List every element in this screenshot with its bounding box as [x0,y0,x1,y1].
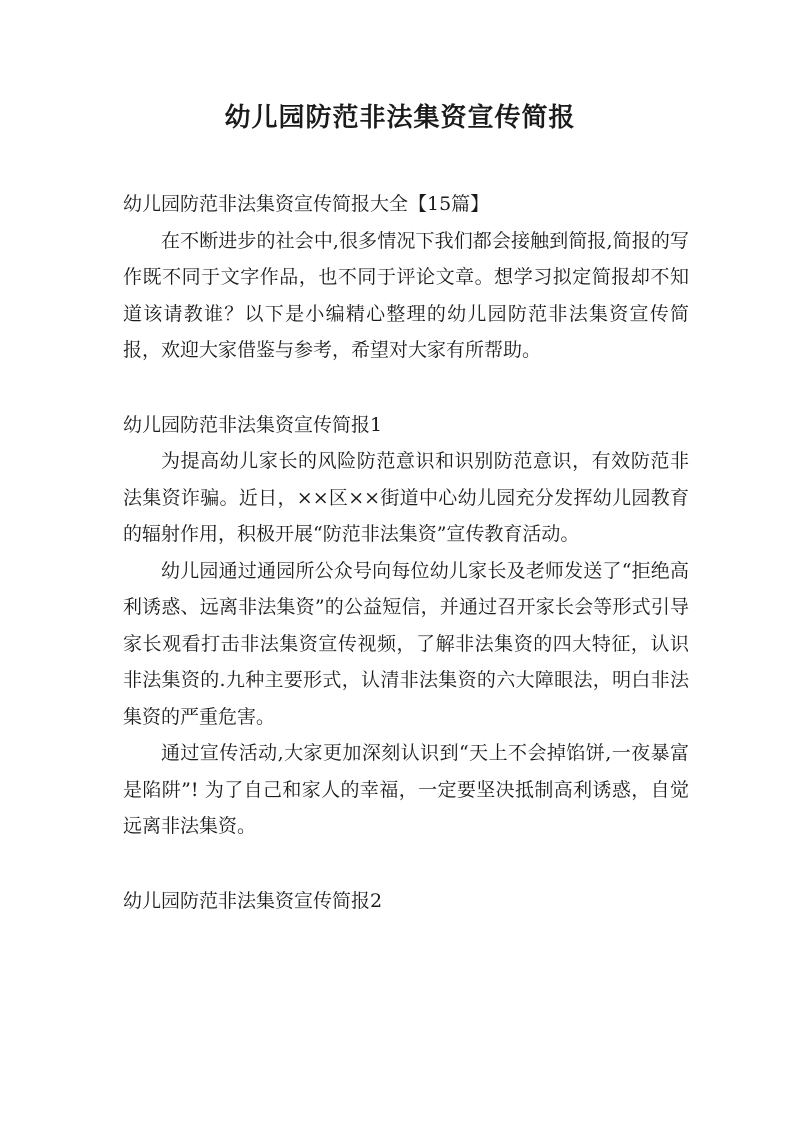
intro-paragraph: 在不断进步的社会中,很多情况下我们都会接触到简报,简报的写作既不同于文字作品，也不同于评论文章。想学习拟定简报却不知道该请教谁？以下是小编精心整理的幼儿园防范非法集资宣传简报，欢迎大家借鉴与参考，希望对大家有所帮助。 [123,229,689,361]
section-gap [123,369,689,407]
section-heading-2: 幼儿园防范非法集资宣传简报2 [123,889,383,912]
document-subtitle: 幼儿园防范非法集资宣传简报大全【15篇】 [123,193,490,215]
document-title: 幼儿园防范非法集资宣传简报 [224,103,576,133]
section-heading-1: 幼儿园防范非法集资宣传简报1 [123,413,383,436]
section-1-paragraph-1: 为提高幼儿家长的风险防范意识和识别防范意识，有效防范非法集资诈骗。近日，××区××街道中心幼儿园充分发挥幼儿园教育的辐射作用，积极开展“防范非法集资”宣传教育活动。 [123,450,689,545]
document-body [123,186,689,919]
section-1-paragraph-3: 通过宣传活动,大家更加深刻认识到“天上不会掉馅饼,一夜暴富是陷阱”! 为了自己和家人的幸福，一定要坚决抵制高利诱惑，自觉远离非法集资。 [123,742,689,837]
section-gap [123,845,689,883]
section-1-paragraph-2: 幼儿园通过通园所公众号向每位幼儿家长及老师发送了“拒绝高利诱惑、远离非法集资”的公益短信，并通过召开家长会等形式引导家长观看打击非法集资宣传视频，了解非法集资的四大特征，认识非法集资的.九种主要形式，认清非法集资的六大障眼法，明白非法集资的严重危害。 [123,559,689,728]
